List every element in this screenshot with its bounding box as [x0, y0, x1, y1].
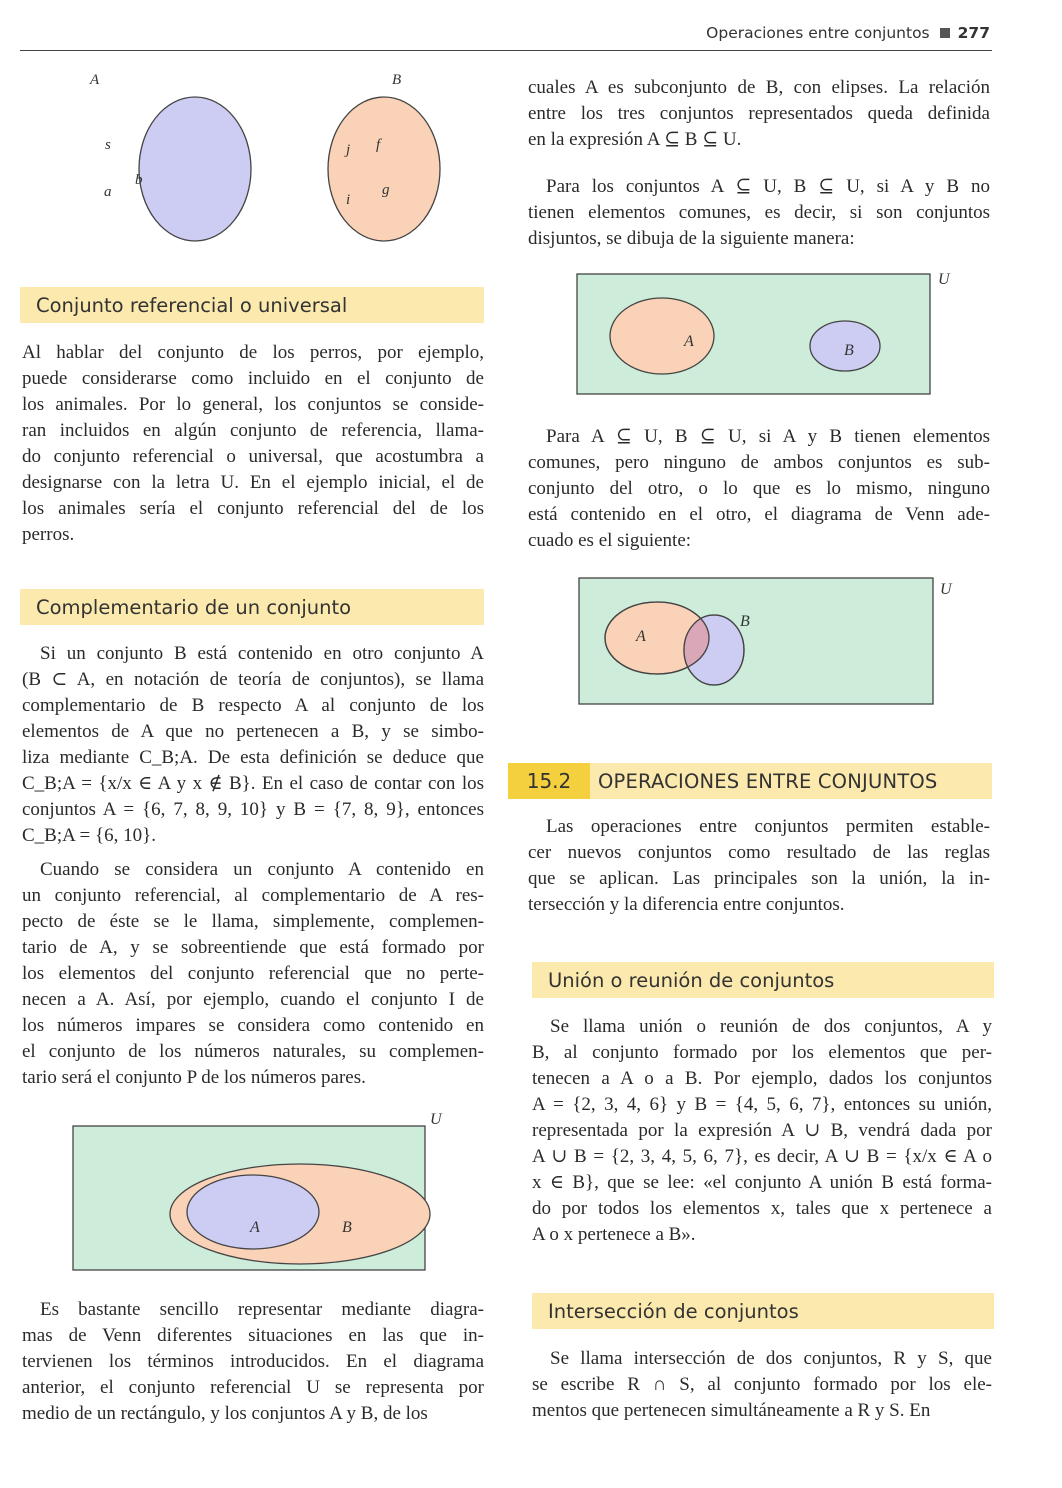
section-number: 15.2 [508, 763, 590, 799]
set-a-ellipse [610, 298, 714, 374]
b-label: B [342, 1219, 352, 1236]
text-line: cuales A es subconjunto de B, con elipses. La relación [528, 77, 990, 98]
text-line: tersección y la diferencia entre conjuntos. [528, 894, 845, 915]
text-line: Cuando se considera un conjunto A contenido en [40, 859, 484, 880]
text-line: x ∈ B}, que se lee: «el conjunto A unión B está forma- [532, 1172, 992, 1193]
paragraph-intersection [532, 1346, 992, 1424]
text-line: elementos de A que no pertenecen a B, y se simbo- [22, 721, 484, 742]
text-line: en la expresión A ⊆ B ⊆ U. [528, 129, 742, 150]
text-line: los animales. Por lo general, los conjuntos se conside- [22, 394, 484, 415]
section-banner-complement: Complementario de un conjunto [20, 589, 484, 625]
elem-b: b [135, 172, 143, 188]
fig-disjoint-venn [574, 262, 974, 398]
text-line: medio de un rectángulo, y los conjuntos A y B, de los [22, 1403, 428, 1424]
text-line: Si un conjunto B está contenido en otro conjunto A [40, 643, 484, 664]
fig-subset-venn [70, 1104, 460, 1274]
text-line: mas de Venn diferentes situaciones en las que in- [22, 1325, 484, 1346]
text-line: comunes, pero ninguno de ambos conjuntos es sub- [528, 452, 990, 473]
text-line: está contenido en el otro, el diagrama de Venn ade- [528, 504, 990, 525]
text-line: representada por la expresión A ∪ B, vendrá dada por [532, 1120, 992, 1141]
text-line: cer nuevos conjuntos como resultado de las reglas [528, 842, 990, 863]
set-b-ellipse [328, 97, 440, 241]
paragraph-universal [22, 340, 484, 548]
b-label: B [740, 613, 750, 630]
text-line: designarse con la letra U. En el ejemplo inicial, el de [22, 472, 484, 493]
text-line: necen a A. Así, por ejemplo, cuando el conjunto I de [22, 989, 484, 1010]
subsection-banner-union: Unión o reunión de conjuntos [532, 962, 994, 998]
text-line: conjuntos A = {6, 7, 8, 9, 10} y B = {7, 8, 9}, entonces [22, 799, 484, 820]
text-line: anterior, el conjunto referencial U se representa por [22, 1377, 484, 1398]
text-line: disjuntos, se dibuja de la siguiente manera: [528, 228, 855, 249]
text-line: do conjunto referencial o universal, que acostumbra a [22, 446, 484, 467]
paragraph-operations [528, 814, 990, 918]
square-bullet-icon [940, 28, 950, 38]
text-line: los elementos del conjunto referencial que no perte- [22, 963, 484, 984]
text-line: B, al conjunto formado por los elementos que per- [532, 1042, 992, 1063]
section-heading-15-2 [508, 763, 992, 799]
text-line: do por todos los elementos x, tales que x pertenece a [532, 1198, 992, 1219]
text-line: cuado es el siguiente: [528, 530, 692, 551]
text-line: Es bastante sencillo representar mediante diagra- [40, 1299, 484, 1320]
a-label: A [684, 333, 694, 350]
paragraph-right-1 [528, 75, 990, 153]
text-line: Se llama intersección de dos conjuntos, R y S, que [550, 1348, 992, 1369]
text-line: Las operaciones entre conjuntos permiten estable- [546, 816, 990, 837]
elem-g: g [382, 182, 390, 198]
text-line: perros. [22, 524, 75, 545]
text-line: Para los conjuntos A ⊆ U, B ⊆ U, si A y B no [546, 176, 990, 197]
page-number: 277 [957, 24, 990, 42]
text-line: ran incluidos en algún conjunto de referencia, llama- [22, 420, 484, 441]
text-line: entre los tres conjuntos representados queda definida [528, 103, 990, 124]
section-banner-universal: Conjunto referencial o universal [20, 287, 484, 323]
text-line: se escribe R ∩ S, al conjunto formado por los ele- [532, 1374, 992, 1395]
text-line: tario de A, y se sobreentiende que está formado por [22, 937, 484, 958]
text-line: liza mediante C_B;A. De esta definición se deduce que [22, 747, 484, 768]
text-line: A ∪ B = {2, 3, 4, 5, 6, 7}, es decir, A ∪ B = {x/x ∈ A o [532, 1146, 992, 1167]
text-line: C_B;A = {6, 10}. [22, 825, 157, 846]
elem-s: s [105, 137, 111, 153]
b-label: B [844, 342, 854, 359]
paragraph-right-2 [528, 174, 990, 252]
running-title: Operaciones entre conjuntos [706, 24, 930, 42]
set-a-ellipse [139, 97, 251, 241]
set-a-label: A [90, 72, 100, 88]
text-line: Al hablar del conjunto de los perros, por ejemplo, [22, 342, 484, 363]
u-label: U [938, 271, 950, 288]
paragraph-venn [22, 1297, 484, 1427]
fig-two-sets [60, 64, 460, 274]
text-line: tervienen los términos introducidos. En el diagrama [22, 1351, 484, 1372]
u-label: U [430, 1111, 442, 1128]
text-line: complementario de B respecto A al conjunto de los [22, 695, 484, 716]
elem-a: a [104, 184, 112, 200]
text-line: C_B;A = {x/x ∈ A y x ∉ B}. En el caso de contar con los [22, 773, 484, 794]
set-a-ellipse [187, 1175, 319, 1249]
section-title: OPERACIONES ENTRE CONJUNTOS [598, 769, 938, 793]
text-line: Se llama unión o reunión de dos conjuntos, A y [550, 1016, 992, 1037]
text-line: A = {2, 3, 4, 6} y B = {4, 5, 6, 7}, entonces su unión, [532, 1094, 992, 1115]
text-line: que se aplican. Las principales son la unión, la in- [528, 868, 990, 889]
text-line: el conjunto de los números naturales, su complemen- [22, 1041, 484, 1062]
text-line: tienen elementos comunes, es decir, si son conjuntos [528, 202, 990, 223]
set-b-label: B [392, 72, 402, 88]
header-rule [20, 50, 992, 51]
text-line: (B ⊂ A, en notación de teoría de conjuntos), se llama [22, 669, 484, 690]
text-line: pecto de éste se le llama, simplemente, complemen- [22, 911, 484, 932]
elem-f: f [376, 137, 381, 153]
text-line: tario será el conjunto P de los números pares. [22, 1067, 366, 1088]
a-label: A [636, 628, 646, 645]
elem-j: j [346, 142, 351, 158]
elem-i: i [346, 192, 351, 208]
a-label: A [250, 1219, 260, 1236]
paragraph-union [532, 1014, 992, 1248]
text-line: los animales sería el conjunto referencial del de los [22, 498, 484, 519]
fig-overlap-venn [576, 572, 976, 708]
paragraph-complement-2 [22, 857, 484, 1091]
subsection-banner-intersection: Intersección de conjuntos [532, 1293, 994, 1329]
paragraph-right-3 [528, 424, 990, 554]
text-line: un conjunto referencial, al complementario de A res- [22, 885, 484, 906]
text-line: conjunto del otro, o lo que es lo mismo, ninguno [528, 478, 990, 499]
paragraph-complement-1 [22, 641, 484, 849]
running-header [706, 24, 990, 42]
text-line: los números impares se considera como contenido en [22, 1015, 484, 1036]
text-line: A o x pertenece a B». [532, 1224, 696, 1245]
text-line: tenecen a A o a B. Por ejemplo, dados los conjuntos [532, 1068, 992, 1089]
text-line: Para A ⊆ U, B ⊆ U, si A y B tienen elementos [546, 426, 990, 447]
text-line: puede considerarse como incluido en el conjunto de [22, 368, 484, 389]
u-label: U [940, 581, 952, 598]
text-line: mentos que pertenecen simultáneamente a R y S. En [532, 1400, 931, 1421]
